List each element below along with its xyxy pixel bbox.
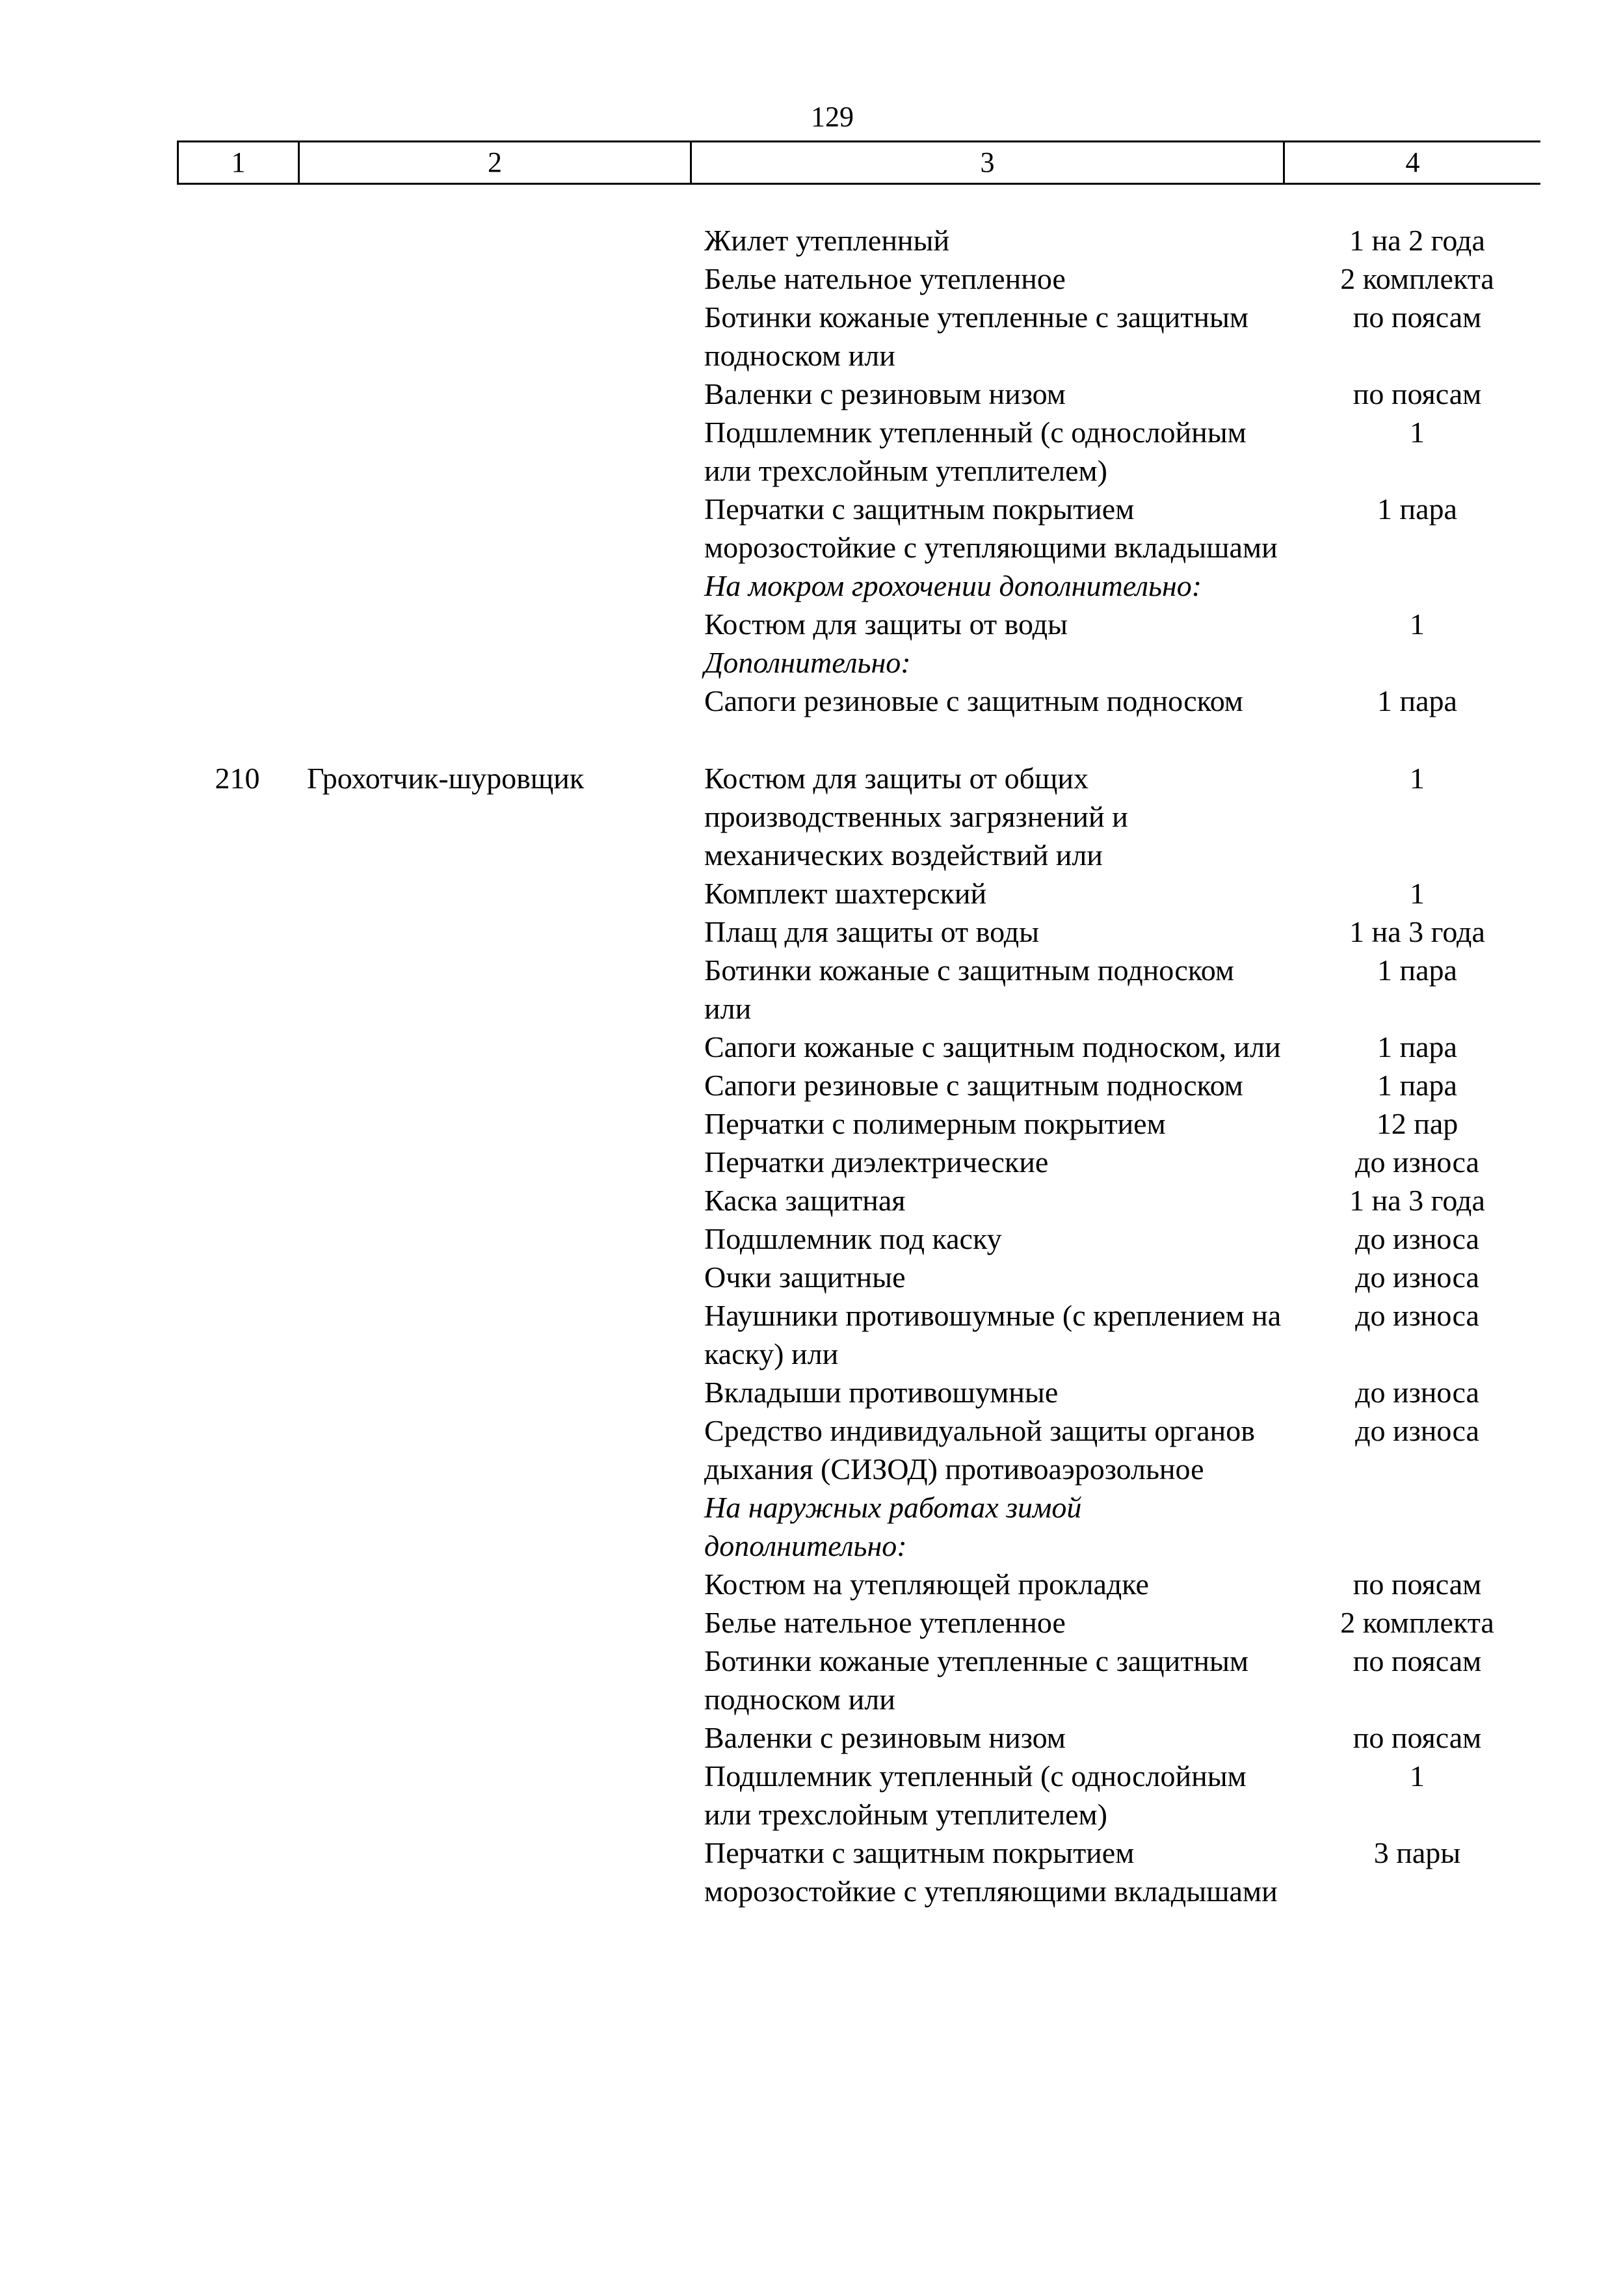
section-note: Дополнительно: (704, 646, 911, 679)
item-name: Ботинки кожаные с защитным подноском или (704, 954, 1235, 1025)
list-item (690, 1718, 1538, 1757)
item-name: Жилет утепленный (704, 224, 950, 257)
list-item (690, 682, 1538, 720)
list-item (690, 874, 1538, 913)
row-210-items (690, 759, 1538, 1910)
item-quantity: по поясам (1352, 1568, 1482, 1601)
list-item (690, 605, 1538, 643)
item-name: Каска защитная (704, 1184, 906, 1217)
list-item (690, 1258, 1538, 1296)
item-name: Костюм для защиты от общих производственных загрязнений и механических воздействий или (704, 762, 1128, 872)
item-quantity: по поясам (1352, 377, 1482, 410)
item-quantity: 3 пары (1373, 1836, 1461, 1869)
item-name: Очки защитные (704, 1261, 906, 1294)
item-name: Белье нательное утепленное (704, 262, 1066, 295)
item-quantity: 1 пара (1377, 954, 1457, 987)
list-item (690, 1220, 1538, 1258)
item-name: Валенки с резиновым низом (704, 1721, 1066, 1754)
item-quantity: 1 (1410, 1759, 1425, 1793)
item-name: Комплект шахтерский (704, 877, 987, 910)
item-name: Плащ для защиты от воды (704, 915, 1040, 948)
item-quantity: 1 (1410, 877, 1425, 910)
item-quantity: 1 пара (1377, 1069, 1457, 1102)
list-item (690, 413, 1538, 490)
list-item (690, 1296, 1538, 1373)
list-item (690, 913, 1538, 951)
item-quantity: до износа (1355, 1261, 1479, 1294)
list-item (690, 1488, 1538, 1565)
header-col-1: 1 (179, 142, 300, 183)
item-quantity: 1 на 3 года (1349, 1184, 1485, 1217)
item-name: Подшлемник утепленный (с однослойным или трехслойным утеплителем) (704, 416, 1247, 487)
continuation-items (690, 221, 1538, 720)
item-name: Ботинки кожаные утепленные с защитным подноском или (704, 1644, 1248, 1716)
item-name: Белье нательное утепленное (704, 1606, 1066, 1639)
list-item (690, 260, 1538, 298)
item-quantity: по поясам (1352, 300, 1482, 334)
list-item (690, 490, 1538, 567)
list-item (690, 1642, 1538, 1718)
item-name: Подшлемник утепленный (с однослойным или трехслойным утеплителем) (704, 1759, 1247, 1831)
item-name: Костюм для защиты от воды (704, 607, 1068, 641)
list-item (690, 1373, 1538, 1411)
item-name: Перчатки с защитным покрытием морозостойкие с утепляющими вкладышами (704, 492, 1278, 564)
item-quantity: 2 комплекта (1340, 262, 1494, 295)
item-name: Костюм на утепляющей прокладке (704, 1568, 1149, 1601)
list-item (690, 1066, 1538, 1104)
item-quantity: 1 (1410, 607, 1425, 641)
list-item (690, 1834, 1538, 1910)
item-name: Ботинки кожаные утепленные с защитным подноском или (704, 300, 1248, 372)
item-name: Перчатки с полимерным покрытием (704, 1107, 1166, 1140)
item-quantity: до износа (1355, 1299, 1479, 1332)
list-item (690, 298, 1538, 375)
header-col-4: 4 (1405, 146, 1420, 178)
item-quantity: до износа (1355, 1222, 1479, 1255)
item-quantity: до износа (1355, 1414, 1479, 1447)
header-col-2: 2 (300, 142, 692, 183)
list-item (690, 375, 1538, 413)
item-name: Валенки с резиновым низом (704, 377, 1066, 410)
item-name: Сапоги резиновые с защитным подноском (704, 1069, 1243, 1102)
item-name: Сапоги кожаные с защитным подноском, или (704, 1030, 1281, 1063)
section-note: На мокром грохочении дополнительно: (704, 569, 1202, 602)
item-name: Подшлемник под каску (704, 1222, 1002, 1255)
item-quantity: до износа (1355, 1376, 1479, 1409)
list-item (690, 1143, 1538, 1181)
item-name: Средство индивидуальной защиты органов дыхания (СИЗОД) противоаэрозольное (704, 1414, 1255, 1486)
page-number: 129 (811, 101, 854, 133)
item-quantity: до износа (1355, 1145, 1479, 1179)
list-item (690, 1757, 1538, 1834)
row-210-head (177, 759, 690, 797)
item-name: Перчатки с защитным покрытием морозостойкие с утепляющими вкладышами (704, 1836, 1278, 1908)
table-header (177, 140, 1540, 185)
item-name: Перчатки диэлектрические (704, 1145, 1049, 1179)
table-body (177, 221, 1538, 1910)
header-col-3: 3 (692, 142, 1285, 183)
item-quantity: 1 на 3 года (1349, 915, 1485, 948)
list-item (690, 1603, 1538, 1642)
item-quantity: 1 (1410, 416, 1425, 449)
table-row-210 (177, 759, 1538, 1910)
list-item (690, 1411, 1538, 1488)
item-quantity: 1 пара (1377, 1030, 1457, 1063)
continuation-block (177, 221, 1538, 720)
list-item (690, 1028, 1538, 1066)
item-name: Вкладыши противошумные (704, 1376, 1059, 1409)
item-name: Наушники противошумные (с креплением на каску) или (704, 1299, 1282, 1370)
list-item (690, 643, 1538, 682)
list-item (690, 1565, 1538, 1603)
item-quantity: 1 пара (1377, 492, 1457, 526)
item-quantity: 1 (1410, 762, 1425, 795)
list-item (690, 567, 1538, 605)
item-quantity: 1 на 2 года (1349, 224, 1485, 257)
item-quantity: 12 пар (1376, 1107, 1458, 1140)
item-quantity: по поясам (1352, 1644, 1482, 1677)
list-item (690, 1181, 1538, 1220)
row-number: 210 (215, 762, 260, 795)
list-item (690, 1104, 1538, 1143)
item-quantity: 1 пара (1377, 684, 1457, 717)
list-item (690, 759, 1538, 874)
item-name: Сапоги резиновые с защитным подноском (704, 684, 1243, 717)
item-quantity: по поясам (1352, 1721, 1482, 1754)
item-quantity: 2 комплекта (1340, 1606, 1494, 1639)
list-item (690, 221, 1538, 260)
list-item (690, 951, 1538, 1028)
section-note: На наружных работах зимой дополнительно: (704, 1491, 1082, 1562)
profession-name: Грохотчик-шуровщик (307, 762, 585, 795)
